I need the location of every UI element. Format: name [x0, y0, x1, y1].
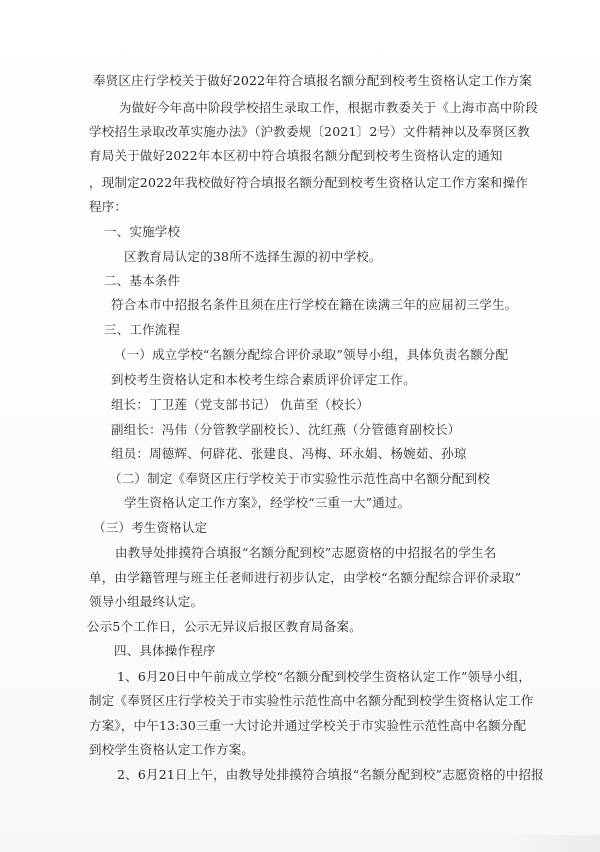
- paragraph-line: 到校考生资格认定和本校考生综合素质评价评定工作。: [111, 372, 416, 387]
- section-heading: 三、工作流程: [104, 322, 181, 337]
- paragraph-line: 单，由学籍管理与班主任老师进行初步认定，由学校“名额分配综合评价录取”: [89, 570, 522, 585]
- paragraph-line: 领导小组最终认定。: [89, 594, 204, 609]
- paragraph-line: 学校招生录取改革实施办法》（沪教委规〔2021〕2号）文件精神以及奉贤区教: [89, 124, 530, 139]
- paragraph-line: 区教育局认定的38所不选择生源的初中学校。: [124, 249, 382, 264]
- paragraph-line: 到校学生资格认定工作方案。: [89, 742, 255, 757]
- section-heading: 四、具体操作程序: [114, 643, 216, 658]
- paragraph-line: ，现制定2022年我校做好符合填报名额分配到校考生资格认定工作方案和操作: [89, 175, 529, 190]
- paragraph-line: 由教导处排摸符合填报“名额分配到校”志愿资格的中招报名的学生名: [115, 545, 497, 560]
- paragraph-line: 符合本市中招报名条件且须在庄行学校在籍在读满三年的应届初三学生。: [111, 297, 518, 312]
- paragraph-line: （一）成立学校“名额分配综合评价录取”领导小组，具体负责名额分配: [114, 347, 509, 362]
- paragraph-line: 方案》，中午13:30三重一大讨论并通过学校关于市实验性示范性高中名额分配: [89, 718, 527, 733]
- section-heading: 一、实施学校: [104, 224, 181, 239]
- section-heading: 二、基本条件: [104, 273, 181, 288]
- paragraph-line: 组长：丁卫莲（党支部书记） 仇苗至（校长）: [111, 397, 370, 412]
- paragraph-line: 副组长：冯伟（分管教学副校长）、沈红燕（分管德育副校长）: [111, 422, 461, 437]
- paragraph-line: 公示5个工作日，公示无异议后报区教育局备案。: [87, 619, 362, 634]
- document-title: 奉贤区庄行学校关于做好2022年符合填报名额分配到校考生资格认定工作方案: [93, 73, 533, 88]
- scan-shadow: [500, 835, 600, 852]
- paragraph-line: 组员：周德辉、何辟花、张建良、冯梅、环永娟、杨婉茹、孙琼: [111, 446, 467, 461]
- paragraph-line: 程序：: [89, 199, 128, 214]
- paragraph-line: （二）制定《奉贤区庄行学校关于市实验性示范性高中名额分配到校: [109, 471, 491, 486]
- paragraph-line: 1、6月20日中午前成立学校“名额分配到校学生资格认定工作”领导小组，: [117, 669, 532, 684]
- paragraph-line: 2、6月21日上午，由教导处排摸符合填报“名额分配到校”志愿资格的中招报: [117, 767, 544, 782]
- paragraph-line: 育局关于做好2022年本区初中符合填报名额分配到校考生资格认定的通知: [89, 148, 503, 163]
- section-heading: （三）考生资格认定: [93, 520, 208, 535]
- paragraph-line: 为做好今年高中阶段学校招生录取工作，根据市教委关于《上海市高中阶段: [119, 100, 539, 115]
- paragraph-line: 制定《奉贤区庄行学校关于市实验性示范性高中名额分配到校学生资格认定工作: [89, 693, 534, 708]
- paragraph-line: 学生资格认定工作方案》，经学校“三重一大”通过。: [124, 495, 411, 510]
